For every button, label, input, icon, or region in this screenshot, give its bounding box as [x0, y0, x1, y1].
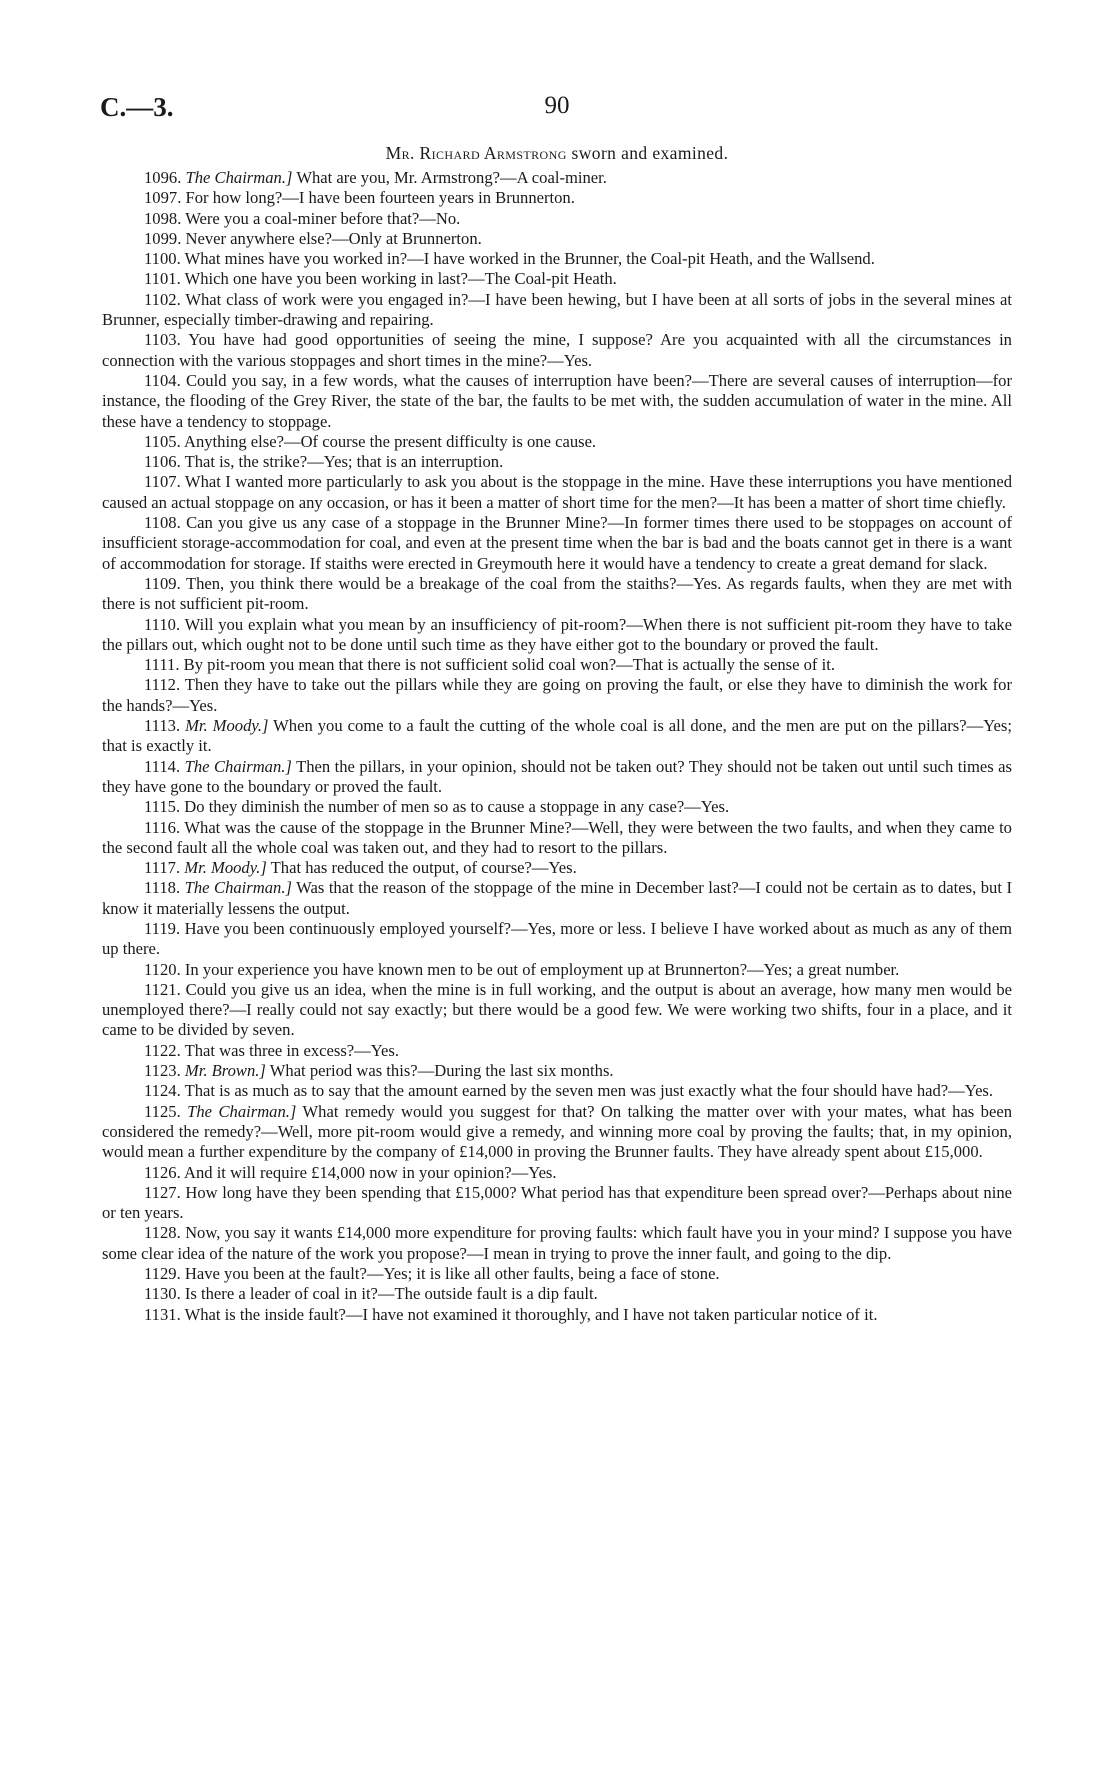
page-header — [100, 92, 1014, 122]
question-number: 1116. — [144, 817, 181, 837]
question-number: 1103. — [144, 330, 181, 350]
question-text: Have you been continuously employed yourself?—Yes, more or less. I believe I have worked about as much as any of them up there. — [102, 918, 1012, 959]
question-text: What is the inside fault?—I have not examined it thoroughly, and I have not taken particular notice of it. — [184, 1304, 878, 1324]
question-text: That is as much as to say that the amount earned by the seven men was just exactly what the four should have had?—Yes. — [184, 1081, 994, 1101]
question-paragraph — [102, 655, 1012, 675]
question-number: 1119. — [144, 918, 181, 938]
question-number: 1107. — [144, 472, 181, 492]
question-number: 1111. — [144, 655, 180, 675]
question-text: When you come to a fault the cutting of the whole coal is all done, and the men are put on the pillars?—Yes; that is exactly it. — [102, 716, 1012, 756]
witness-name: Mr. Richard Armstrong — [385, 143, 567, 163]
question-number: 1097. — [144, 188, 182, 208]
question-number: 1102. — [144, 289, 181, 309]
question-paragraph — [102, 615, 1012, 656]
question-number: 1123. — [144, 1061, 181, 1081]
question-text: Can you give us any case of a stoppage in the Brunner Mine?—In former times there used to be stoppages on account of insufficient storage-accommodation for coal, and even at the present time when the bar is bad and the boats cannot get in there is a want of accommodation for storage. If staiths were erected in Greymouth here it would have a tendency to create a great demand for slack. — [102, 513, 1012, 573]
question-paragraph — [102, 209, 1012, 229]
question-number: 1127. — [144, 1182, 181, 1202]
question-paragraph — [102, 229, 1012, 249]
witness-heading — [100, 143, 1014, 164]
question-number: 1112. — [144, 675, 181, 695]
question-text: Then, you think there would be a breakage of the coal from the staiths?—Yes. As regards faults, when they are met with there is not sufficient pit-room. — [102, 573, 1012, 614]
speaker-label: Mr. Brown.] — [184, 1061, 266, 1081]
question-paragraph — [102, 1183, 1012, 1224]
question-paragraph — [102, 452, 1012, 472]
question-text: Anything else?—Of course the present difficulty is one cause. — [183, 431, 597, 451]
question-text: What was the cause of the stoppage in the Brunner Mine?—Well, they were between the two faults, and when they came to the second fault all the whole coal was taken out, and they had to resort to the pillars. — [102, 817, 1012, 857]
speaker-label: The Chairman.] — [187, 1101, 297, 1121]
question-text: Never anywhere else?—Only at Brunnerton. — [185, 228, 482, 248]
question-number: 1108. — [144, 513, 181, 533]
question-text: What I wanted more particularly to ask you about is the stoppage in the mine. Have these interruptions you have mentioned caused an actual stoppage on any occasion, or has it been a matter of short time for the men?—It has been a matter of short time chiefly. — [102, 472, 1012, 512]
question-text: Could you give us an idea, when the mine is in full working, and the output is about an average, how many men would be unemployed there?—I really could not say exactly; but there would be a good few. We were working two shifts, four in a place, and it came to be divided by seven. — [102, 979, 1012, 1040]
question-number: 1120. — [144, 959, 181, 979]
question-number: 1104. — [144, 370, 181, 390]
question-text: Is there a leader of coal in it?—The outside fault is a dip fault. — [184, 1284, 598, 1304]
speaker-label: Mr. Moody.] — [184, 858, 267, 878]
question-text: Will you explain what you mean by an insufficiency of pit-room?—When there is not sufficient pit-room they have to take the pillars out, which ought not to be done until such time as they have either got to the boundary or proved the fault. — [102, 614, 1012, 654]
question-number: 1121. — [144, 979, 181, 999]
question-text: Could you say, in a few words, what the causes of interruption have been?—There are several causes of interruption—for instance, the flooding of the Grey River, the state of the bar, the faults to be met with, the sudden accumulation of water in the mine. All these have a tendency to stoppage. — [102, 370, 1012, 431]
question-number: 1110. — [144, 614, 181, 634]
question-number: 1130. — [144, 1284, 181, 1304]
question-number: 1099. — [144, 228, 182, 248]
question-paragraph — [102, 188, 1012, 208]
question-number: 1118. — [144, 878, 181, 898]
question-number: 1105. — [144, 431, 181, 451]
question-text: By pit-room you mean that there is not sufficient solid coal won?—That is actually the sense of it. — [183, 655, 835, 675]
page-number: 90 — [544, 92, 570, 119]
question-paragraph — [102, 919, 1012, 960]
testimony-body — [102, 168, 1012, 1325]
question-number: 1129. — [144, 1264, 181, 1284]
question-text: How long have they been spending that £15,000? What period has that expenditure been spread over?—Perhaps about nine or ten years. — [102, 1182, 1012, 1223]
document-reference: C.—3. — [100, 92, 174, 122]
question-text: Have you been at the fault?—Yes; it is like all other faults, being a face of stone. — [184, 1264, 720, 1284]
question-paragraph — [102, 432, 1012, 452]
question-paragraph — [102, 269, 1012, 289]
question-text: That is, the strike?—Yes; that is an interruption. — [184, 452, 504, 472]
question-text: Then the pillars, in your opinion, should not be taken out? They should not be taken out until such times as they have gone to the boundary or proved the fault. — [102, 756, 1013, 796]
question-number: 1113. — [144, 716, 181, 736]
question-number: 1131. — [144, 1304, 181, 1324]
question-text: What period was this?—During the last six months. — [269, 1061, 614, 1081]
question-number: 1128. — [144, 1223, 181, 1243]
question-text: Then they have to take out the pillars while they are going on proving the fault, or else they have to diminish the work for the hands?—Yes. — [102, 675, 1013, 715]
question-paragraph — [102, 371, 1012, 432]
witness-heading-suffix: sworn and examined. — [571, 143, 729, 163]
question-paragraph — [102, 858, 1012, 878]
question-number: 1109. — [144, 573, 181, 593]
question-number: 1117. — [144, 858, 181, 878]
question-paragraph — [102, 1041, 1012, 1061]
question-paragraph — [102, 290, 1012, 331]
question-paragraph — [102, 1163, 1012, 1183]
question-number: 1122. — [144, 1040, 181, 1060]
speaker-label: The Chairman.] — [185, 168, 293, 187]
question-paragraph — [102, 574, 1012, 615]
question-text: In your experience you have known men to be out of employment up at Brunnerton?—Yes; a great number. — [184, 959, 900, 979]
question-paragraph — [102, 757, 1012, 798]
question-text: Now, you say it wants £14,000 more expenditure for proving faults: which fault have you in your mind? I suppose you have some clear idea of the nature of the work you propose?—I mean in trying to prove the inner fault, and going to the dip. — [102, 1223, 1012, 1263]
question-paragraph — [102, 330, 1012, 371]
question-paragraph — [102, 1223, 1012, 1264]
question-paragraph — [102, 960, 1012, 980]
question-paragraph — [102, 1061, 1012, 1081]
speaker-label: The Chairman.] — [184, 756, 292, 776]
question-paragraph — [102, 472, 1012, 513]
question-text: Do they diminish the number of men so as to cause a stoppage in any case?—Yes. — [184, 797, 730, 817]
question-text: That was three in excess?—Yes. — [184, 1040, 400, 1060]
question-text: Were you a coal-miner before that?—No. — [185, 208, 461, 228]
question-paragraph — [102, 1305, 1012, 1325]
question-paragraph — [102, 168, 1012, 188]
question-paragraph — [102, 249, 1012, 269]
question-text: That has reduced the output, of course?—Yes. — [270, 858, 577, 878]
question-text: What remedy would you suggest for that? On talking the matter over with your mates, what has been considered the remedy?—Well, more pit-room would give a remedy, and winning more coal by proving the faults; that, in my opinion, would mean a further expenditure by the company of £14,000 in proving the Brunner faults. They have already spent about £15,000. — [102, 1101, 1013, 1162]
question-number: 1098. — [144, 208, 182, 228]
question-number: 1101. — [144, 269, 181, 289]
question-number: 1124. — [144, 1081, 181, 1101]
question-paragraph — [102, 1264, 1012, 1284]
question-number: 1100. — [144, 249, 181, 269]
question-number: 1106. — [144, 452, 181, 472]
question-text: Which one have you been working in last?—The Coal-pit Heath. — [184, 269, 617, 289]
question-paragraph — [102, 1102, 1012, 1163]
question-paragraph — [102, 818, 1012, 859]
question-paragraph — [102, 675, 1012, 716]
question-text: Was that the reason of the stoppage of the mine in December last?—I could not be certain as to dates, but I know it materially lessens the output. — [102, 878, 1012, 918]
question-paragraph — [102, 980, 1012, 1041]
question-paragraph — [102, 513, 1012, 574]
question-number: 1115. — [144, 797, 181, 817]
question-paragraph — [102, 1284, 1012, 1304]
question-number: 1126. — [144, 1162, 181, 1182]
question-text: For how long?—I have been fourteen years in Brunnerton. — [185, 188, 575, 208]
question-number: 1096. — [144, 168, 182, 187]
question-text: What class of work were you engaged in?—I have been hewing, but I have been at all sorts of jobs in the several mines at Brunner, especially timber-drawing and repairing. — [102, 289, 1012, 330]
question-text: You have had good opportunities of seeing the mine, I suppose? Are you acquainted with all the circumstances in connection with the various stoppages and short times in the mine?—Yes. — [102, 330, 1012, 370]
question-text: What are you, Mr. Armstrong?—A coal-miner. — [296, 168, 607, 187]
question-text: What mines have you worked in?—I have worked in the Brunner, the Coal-pit Heath, and the Wallsend. — [184, 249, 875, 269]
question-number: 1125. — [144, 1101, 181, 1121]
speaker-label: Mr. Moody.] — [185, 716, 269, 736]
speaker-label: The Chairman.] — [184, 878, 292, 898]
question-paragraph — [102, 716, 1012, 757]
question-text: And it will require £14,000 now in your opinion?—Yes. — [183, 1162, 557, 1182]
question-number: 1114. — [144, 756, 181, 776]
question-paragraph — [102, 797, 1012, 817]
question-paragraph — [102, 1081, 1012, 1101]
question-paragraph — [102, 878, 1012, 919]
